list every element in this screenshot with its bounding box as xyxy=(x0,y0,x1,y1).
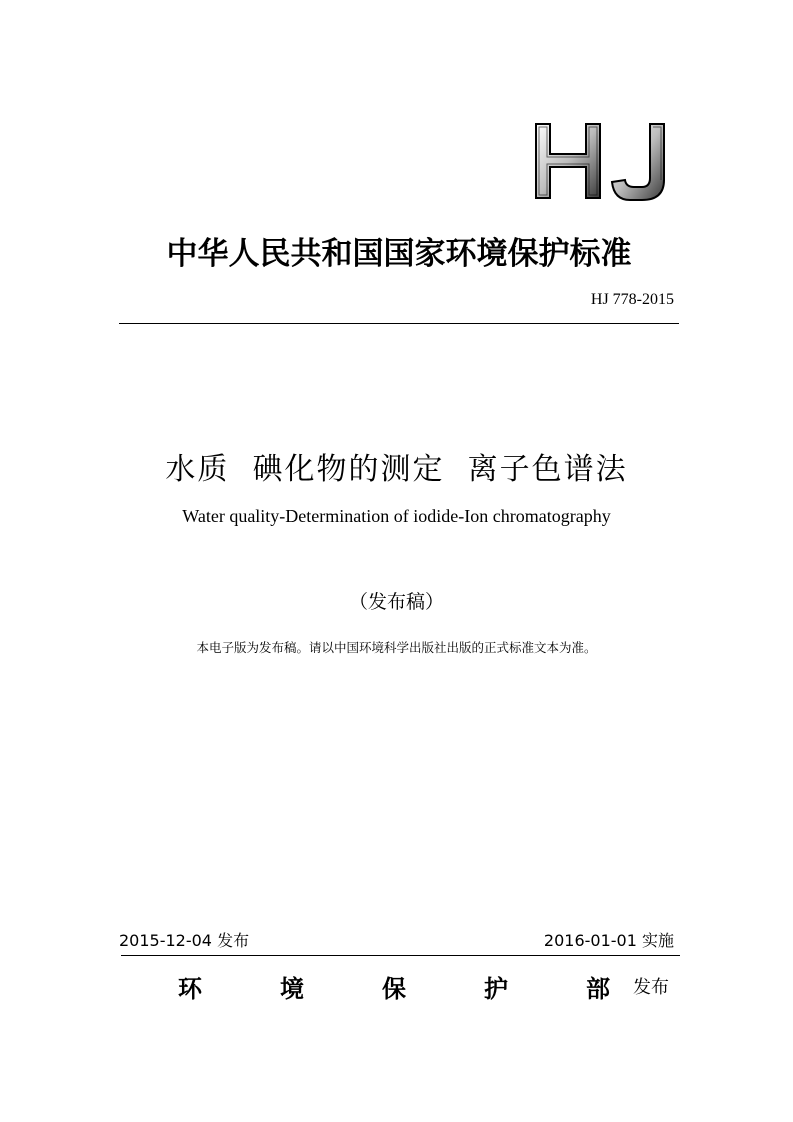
issuing-ministry xyxy=(178,969,610,1004)
ministry-char: 环 xyxy=(178,975,202,1003)
ministry-char: 护 xyxy=(484,975,508,1003)
ministry-char: 保 xyxy=(382,975,406,1003)
standard-title-chinese: 水质 碘化物的测定 离子色谱法 xyxy=(165,452,628,487)
header-divider xyxy=(119,323,679,324)
draft-label: （发布稿） xyxy=(348,591,444,613)
footer-divider xyxy=(121,955,680,956)
issuer-title: 中华人民共和国国家环境保护标准 xyxy=(166,236,632,272)
publish-label: 发布 xyxy=(633,977,669,998)
ministry-char: 部 xyxy=(586,975,610,1003)
standard-title-english: Water quality-Determination of iodide-Ion chromatography xyxy=(182,506,611,526)
edition-note: 本电子版为发布稿。请以中国环境科学出版社出版的正式标准文本为准。 xyxy=(196,640,597,655)
hj-logo xyxy=(532,118,672,203)
ministry-char: 境 xyxy=(280,975,304,1003)
implementation-date: 2016-01-01 实施 xyxy=(543,931,674,950)
issue-date: 2015-12-04 发布 xyxy=(119,931,250,950)
standard-number: HJ 778-2015 xyxy=(590,291,674,308)
